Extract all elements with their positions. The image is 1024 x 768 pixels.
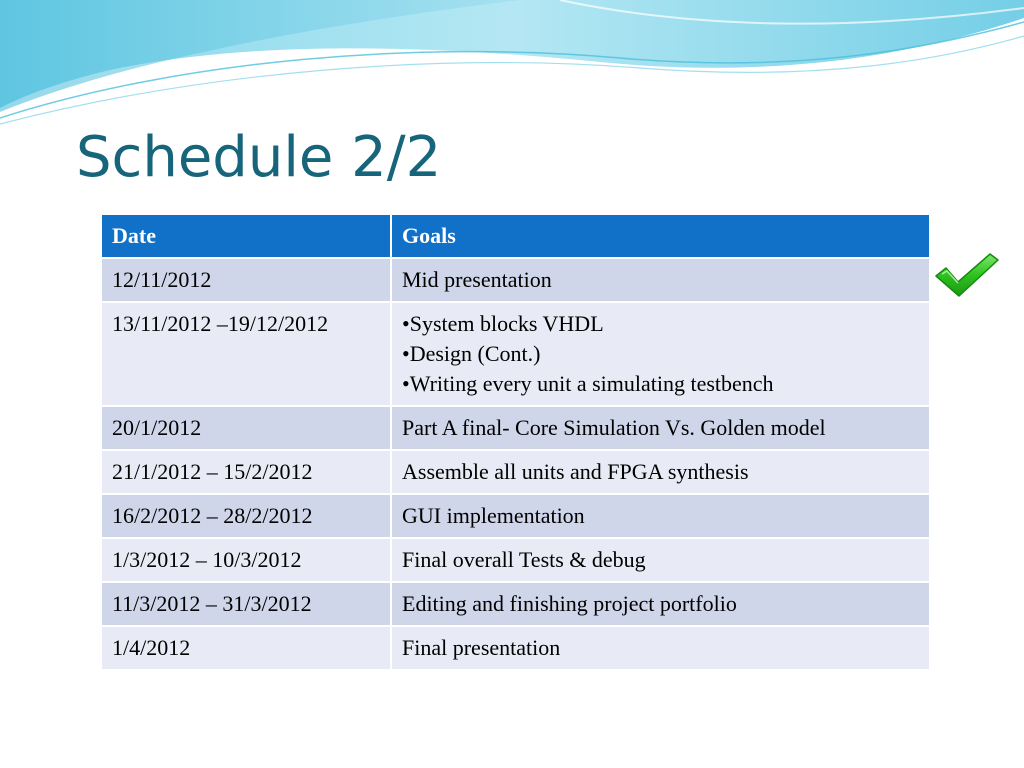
goal-item: Final presentation bbox=[402, 635, 561, 660]
column-header-date: Date bbox=[101, 214, 391, 258]
column-header-goals: Goals bbox=[391, 214, 930, 258]
date-cell: 20/1/2012 bbox=[101, 406, 391, 450]
page-title: Schedule 2/2 bbox=[76, 125, 442, 190]
goals-cell bbox=[391, 258, 930, 302]
date-cell: 1/3/2012 – 10/3/2012 bbox=[101, 538, 391, 582]
table-row bbox=[101, 450, 930, 494]
goal-item: GUI implementation bbox=[402, 503, 585, 528]
schedule-table bbox=[100, 213, 931, 671]
goals-cell bbox=[391, 406, 930, 450]
table-row bbox=[101, 258, 930, 302]
checkmark-icon bbox=[934, 250, 1000, 300]
goals-cell bbox=[391, 494, 930, 538]
goal-item: Part A final- Core Simulation Vs. Golden model bbox=[402, 415, 826, 440]
goal-item: •Writing every unit a simulating testbench bbox=[402, 371, 774, 396]
goal-item: •Design (Cont.) bbox=[402, 341, 541, 366]
table-row bbox=[101, 582, 930, 626]
date-cell: 21/1/2012 – 15/2/2012 bbox=[101, 450, 391, 494]
goals-cell bbox=[391, 582, 930, 626]
goals-cell bbox=[391, 626, 930, 670]
goal-item: •System blocks VHDL bbox=[402, 311, 604, 336]
table-row bbox=[101, 494, 930, 538]
date-cell: 12/11/2012 bbox=[101, 258, 391, 302]
date-cell: 16/2/2012 – 28/2/2012 bbox=[101, 494, 391, 538]
table-row bbox=[101, 406, 930, 450]
wave-decoration bbox=[0, 0, 1024, 130]
date-cell: 11/3/2012 – 31/3/2012 bbox=[101, 582, 391, 626]
table-row bbox=[101, 538, 930, 582]
date-cell: 1/4/2012 bbox=[101, 626, 391, 670]
table-header-row bbox=[101, 214, 930, 258]
goal-item: Editing and finishing project portfolio bbox=[402, 591, 737, 616]
goals-cell bbox=[391, 302, 930, 406]
date-cell: 13/11/2012 –19/12/2012 bbox=[101, 302, 391, 406]
goals-cell bbox=[391, 450, 930, 494]
goal-item: Mid presentation bbox=[402, 267, 552, 292]
table-row bbox=[101, 302, 930, 406]
goal-item: Assemble all units and FPGA synthesis bbox=[402, 459, 749, 484]
goals-cell bbox=[391, 538, 930, 582]
table-row bbox=[101, 626, 930, 670]
goal-item: Final overall Tests & debug bbox=[402, 547, 646, 572]
